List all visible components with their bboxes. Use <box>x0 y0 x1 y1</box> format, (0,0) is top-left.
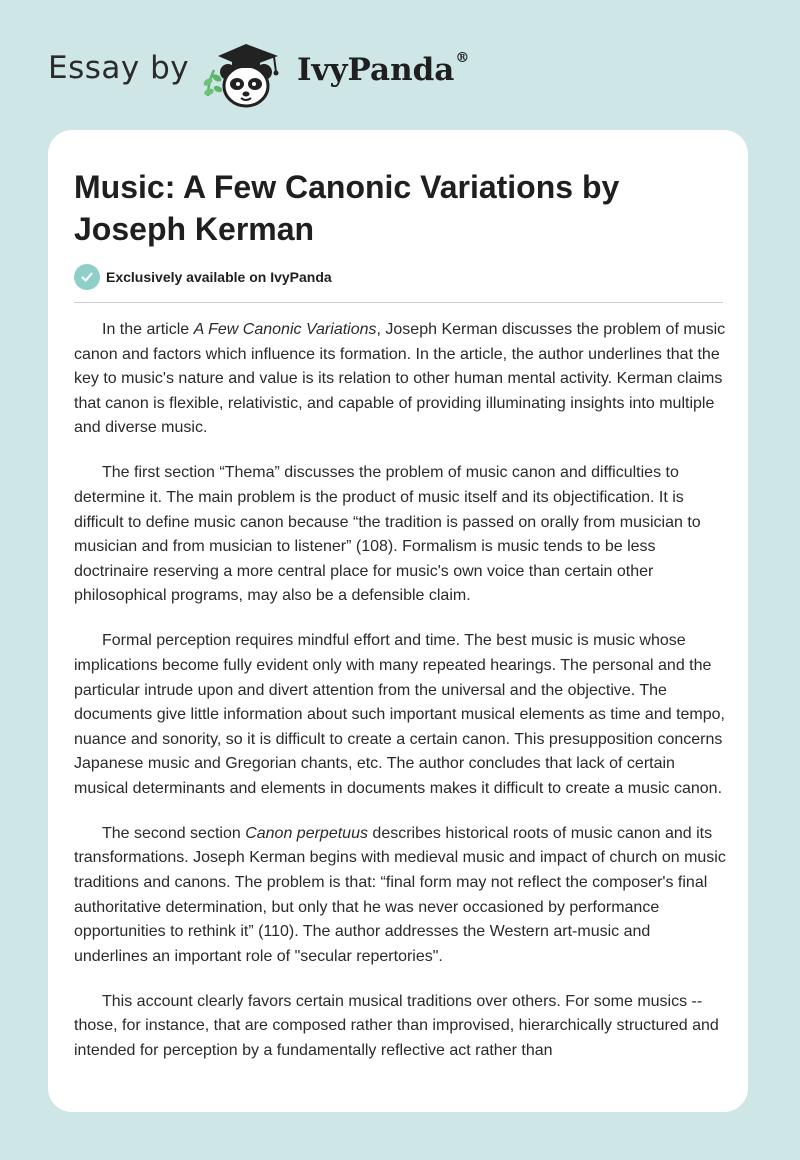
paragraph-text: , Joseph Kerman discusses the problem of music canon and factors which influence its formation. In the article, the author underlines that the key to music's nature and value is its relation to other human mental activity. Kerman claims that canon is flexible, relativistic, and capable of providing illuminating insights into multiple and diverse music. <box>74 321 726 437</box>
essay-by-label: Essay by <box>48 50 190 86</box>
title-divider <box>74 302 723 303</box>
italic-title-text: Canon perpetuus <box>245 824 368 842</box>
italic-title-text: A Few Canonic Variations <box>193 321 377 338</box>
page-title: Music: A Few Canonic Variations by Joseph Kerman <box>74 169 620 247</box>
registered-mark: ® <box>455 50 470 66</box>
panda-with-graduation-cap-icon[interactable] <box>200 38 292 110</box>
essay-card <box>48 130 748 1112</box>
exclusive-badge <box>74 264 332 290</box>
paragraph-text: describes historical roots of music canon and its transformations. Joseph Kerman begins with medieval music and impact of church on music traditions and canons. The problem is that: “final form may not reflect the composer's final authoritative determination, but only that he was never occasioned by performance opportunities to rethink it” (110). The author addresses the Western art-music and underlines an important role of "secular repertories". <box>74 824 726 965</box>
paragraph-text: This account clearly favors certain musical traditions over others. For some musics -- those, for instance, that are composed rather than improvised, hierarchically structured and intended for perception by a fundamentally reflective act rather than <box>74 992 719 1059</box>
brand-name[interactable] <box>297 52 469 88</box>
paragraph-text: Formal perception requires mindful effort and time. The best music is music whose implications become fully evident only with many repeated hearings. The personal and the particular intrude upon and divert attention from the universal and the objective. The documents give little information about such important musical elements as time and tempo, nuance and sonority, so it is difficult to create a certain canon. This presupposition concerns Japanese music and Gregorian chants, etc. The author concludes that lack of certain musical determinants and elements in documents makes it difficult to create a music canon. <box>74 632 725 797</box>
check-circle-icon <box>74 264 100 290</box>
essay-paragraph <box>74 318 726 441</box>
essay-paragraph <box>74 990 726 1064</box>
essay-paragraph <box>74 822 726 970</box>
badge-label: Exclusively available on IvyPanda <box>106 269 332 285</box>
paragraph-text: In the article <box>102 321 194 338</box>
paragraph-text: The first section “Thema” discusses the problem of music canon and difficulties to determine it. The main problem is the product of music itself and its objectification. It is difficult to define music canon because “the tradition is passed on orally from musician to musician and from musician to listener” (108). Formalism is music tends to be less doctrinaire reserving a more central place for music's own voice than certain other philosophical programs, may also be a defensible claim. <box>74 464 701 605</box>
essay-paragraph <box>74 461 726 609</box>
essay-body <box>74 318 726 1084</box>
site-header <box>0 0 800 130</box>
brand-label: IvyPanda <box>297 52 455 88</box>
paragraph-text: The second section <box>102 824 246 842</box>
essay-paragraph <box>74 629 726 801</box>
